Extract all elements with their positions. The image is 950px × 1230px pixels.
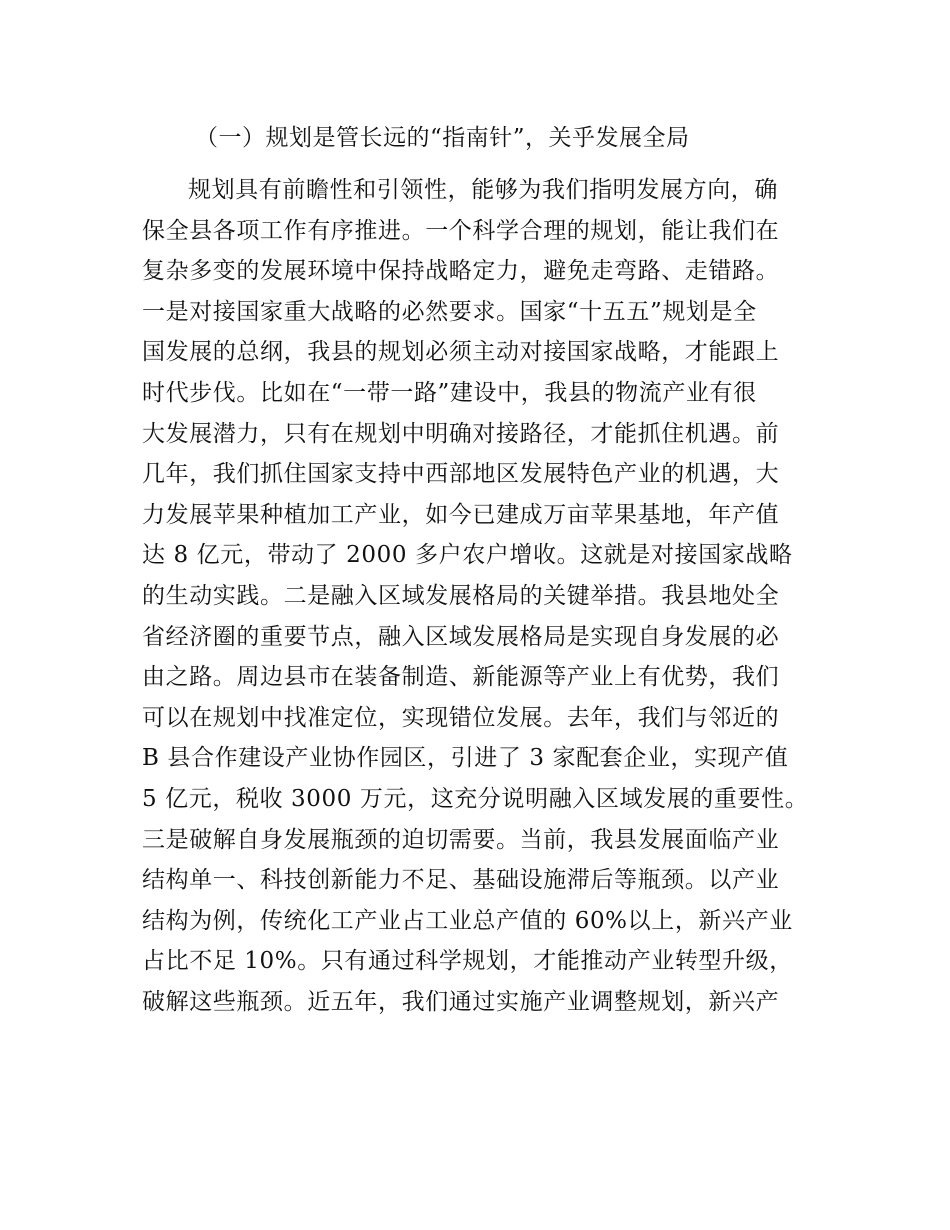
- text-line: 一是对接国家重大战略的必然要求。国家“十五五”规划是全: [142, 298, 757, 325]
- text-line: 的生动实践。二是融入区域发展格局的关键举措。我县地处全: [142, 582, 780, 609]
- text-line: 力发展苹果种植加工产业，如今已建成万亩苹果基地，年产值: [142, 501, 780, 528]
- text-line: 结构为例，传统化工产业占工业总产值的 60%以上，新兴产业: [142, 907, 793, 934]
- body-paragraph: [142, 170, 842, 1022]
- text-line: 几年，我们抓住国家支持中西部地区发展特色产业的机遇，大: [142, 461, 780, 488]
- text-line: 5 亿元，税收 3000 万元，这充分说明融入区域发展的重要性。: [142, 785, 809, 812]
- text-line: 由之路。周边县市在装备制造、新能源等产业上有优势，我们: [142, 664, 780, 691]
- text-line: 保全县各项工作有序推进。一个科学合理的规划，能让我们在: [142, 217, 780, 244]
- text-line: 达 8 亿元，带动了 2000 多户农户增收。这就是对接国家战略: [142, 542, 793, 569]
- text-line: 省经济圈的重要节点，融入区域发展格局是实现自身发展的必: [142, 623, 780, 650]
- section-heading: （一）规划是管长远的“指南针”，关乎发展全局: [195, 125, 690, 151]
- text-line: 时代步伐。比如在“一带一路”建设中，我县的物流产业有很: [142, 379, 757, 406]
- text-line: 规划具有前瞻性和引领性，能够为我们指明发展方向，确: [188, 177, 778, 203]
- text-line: 三是破解自身发展瓶颈的迫切需要。当前，我县发展面临产业: [142, 826, 780, 853]
- text-line: 占比不足 10%。只有通过科学规划，才能推动产业转型升级，: [142, 948, 793, 975]
- text-line: B 县合作建设产业协作园区，引进了 3 家配套企业，实现产值: [142, 745, 789, 772]
- text-line: 国发展的总纲，我县的规划必须主动对接国家战略，才能跟上: [142, 339, 780, 366]
- text-line: 结构单一、科技创新能力不足、基础设施滞后等瓶颈。以产业: [142, 867, 780, 894]
- text-line: 可以在规划中找准定位，实现错位发展。去年，我们与邻近的: [142, 704, 780, 731]
- text-line: 破解这些瓶颈。近五年，我们通过实施产业调整规划，新兴产: [142, 988, 780, 1015]
- text-line: 复杂多变的发展环境中保持战略定力，避免走弯路、走错路。: [142, 258, 780, 285]
- text-line: 大发展潜力，只有在规划中明确对接路径，才能抓住机遇。前: [142, 420, 780, 447]
